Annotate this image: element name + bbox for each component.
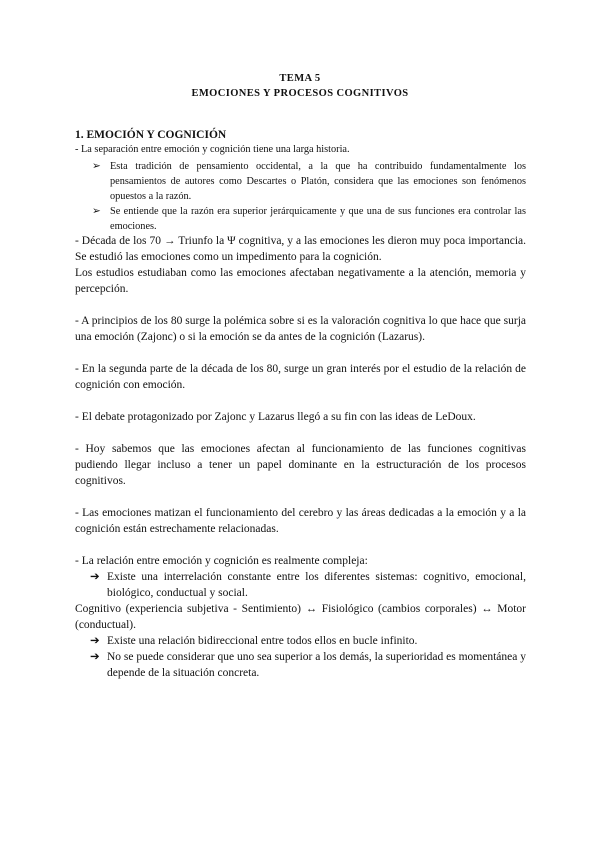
bullet-item — [90, 633, 526, 649]
bullet-item — [93, 159, 526, 204]
bullet-text: No se puede considerar que uno sea superior a los demás, la superioridad es momentánea y depende de la situación concreta. — [107, 651, 526, 679]
bullet-text: Esta tradición de pensamiento occidental, a la que ha contribuido fundamentalmente los pensamientos de autores como Descartes o Platón, considera que las emociones son fenómenos opuestos a la razón. — [110, 161, 526, 202]
intro-paragraph: - La separación entre emoción y cognición tiene una larga historia. — [75, 144, 350, 155]
section-heading: 1. EMOCIÓN Y COGNICIÓN — [75, 129, 227, 141]
paragraph-debate: - El debate protagonizado por Zajonc y Lazarus llegó a su fin con las ideas de LeDoux. — [75, 411, 476, 423]
bullet-item — [90, 569, 526, 601]
paragraph-relation: - La relación entre emoción y cognición es realmente compleja: — [75, 555, 368, 567]
paragraph-80s-second: - En la segunda parte de la década de los 80, surge un gran interés por el estudio de la relación de cognición con emoción. — [75, 363, 526, 391]
topic-number: TEMA 5 — [279, 73, 321, 84]
paragraph-80s: - A principios de los 80 surge la polémica sobre si es la valoración cognitiva lo que hace que surja una emoción (Zajonc) o si la emoción se da antes de la cognición (Lazarus). — [75, 315, 526, 343]
paragraph-today: - Hoy sabemos que las emociones afectan al funcionamiento de las funciones cognitivas pudiendo llegar incluso a tener un papel dominante en la estructuración de los procesos cognitivos. — [75, 443, 526, 487]
topic-title: EMOCIONES Y PROCESOS COGNITIVOS — [191, 88, 409, 99]
bullet-item — [90, 649, 526, 681]
bullet-item — [93, 204, 526, 234]
paragraph-brain: - Las emociones matizan el funcionamiento del cerebro y las áreas dedicadas a la emoción y a la cognición están estrechamente relacionadas. — [75, 507, 526, 535]
arrow-bullet-icon: ➔ — [90, 635, 100, 647]
arrow-bullet-icon: ➔ — [90, 651, 100, 663]
arrowhead-bullet-icon: ➢ — [92, 161, 101, 172]
arrow-bullet-icon: ➔ — [90, 571, 100, 583]
arrowhead-bullet-icon: ➢ — [92, 206, 101, 217]
paragraph-70s: - Década de los 70 → Triunfo la Ψ cognitiva, y a las emociones les dieron muy poca importancia. Se estudió las emociones como un impedimento para la cognición. — [75, 235, 526, 263]
bullet-text: Se entiende que la razón era superior jerárquicamente y que una de sus funciones era controlar las emociones. — [110, 206, 526, 232]
bullet-text: Existe una interrelación constante entre los diferentes sistemas: cognitivo, emocional, biológico, conductual y social. — [107, 571, 526, 599]
paragraph-cognitive: Cognitivo (experiencia subjetiva - Sentimiento) ↔ Fisiológico (cambios corporales) ↔ Motor (conductual). — [75, 603, 526, 631]
paragraph-studies: Los estudios estudiaban como las emociones afectaban negativamente a la atención, memoria y percepción. — [75, 267, 526, 295]
bullet-text: Existe una relación bidireccional entre todos ellos en bucle infinito. — [107, 635, 418, 647]
